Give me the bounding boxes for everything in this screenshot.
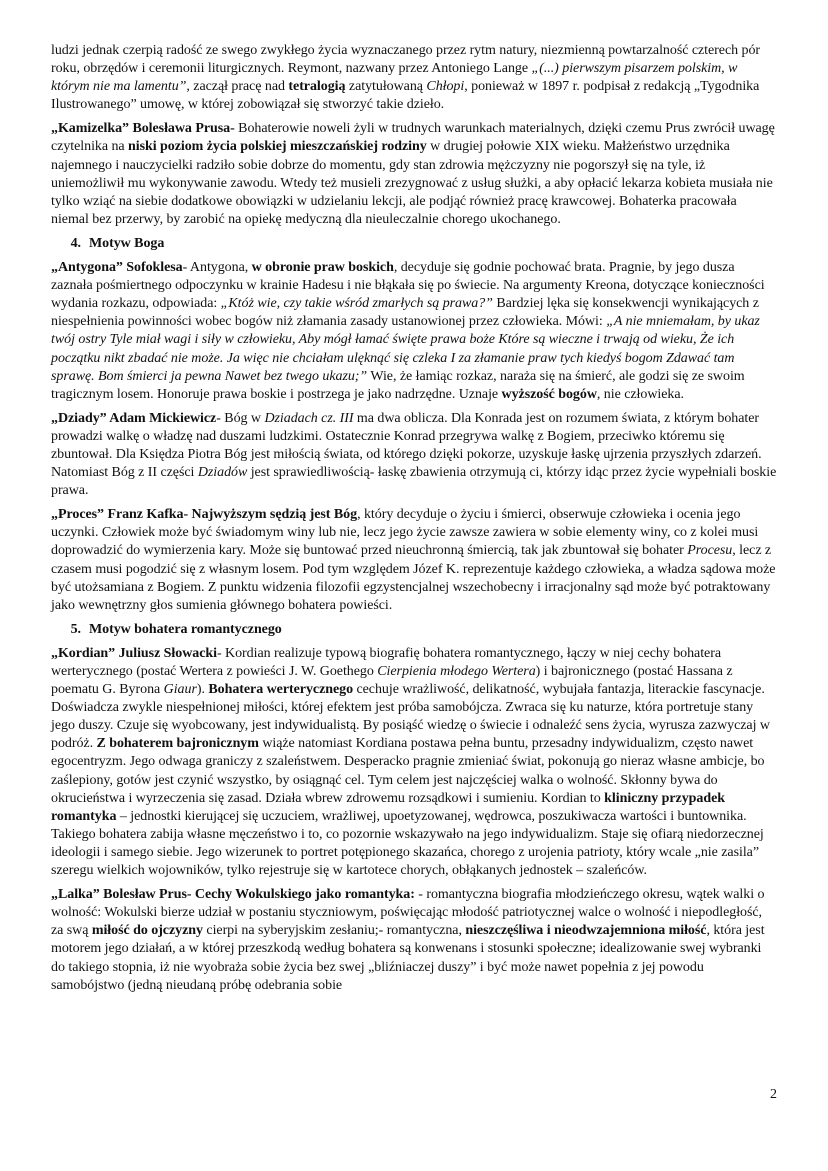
text-run: ma dwa oblicza. Dla Konrada jest on rozumem świata, z którym bohater prowadzi walkę o władzę nad duszami ludzkimi. Ostatecznie Konrad przegrywa walkę z Bogiem, przeciwko któremu się zbuntował. Dla Księdza Piotra Bóg jest miłością świata, od którego dzięki pokorze, uzyskuje łaskę ujrzenia przyszłych zdarzeń. Natomiast Bóg z II części — [51, 410, 762, 481]
text-run: , lecz z czasem musi pogodzić się z własnym losem. Pod tym względem Józef K. reprezentuje każdego człowieka, a władza sądowa może być utożsamiana z Bogiem. Z punktu widzenia filozofii egzystencjalnej wszechobecny i irracjonalny sąd może być potraktowany jako wewnętrzny głos sumienia głównego bohatera powieści. — [51, 543, 776, 613]
bold-text: miłość do ojczyzny — [91, 923, 203, 939]
section-heading — [51, 235, 777, 253]
italic-text: Chłopi — [426, 79, 465, 95]
text-run: , ponieważ w 1897 r. podpisał z redakcją „Tygodnika Ilustrowanego” umowę, w której zobowiązał się stworzyć takie dzieło. — [51, 79, 760, 113]
paragraph — [51, 886, 777, 995]
text-run: , nie człowieka. — [596, 386, 684, 402]
text-run: - romantyczna biografia młodzieńczego okresu, wątek walki o wolność: Wokulski bierze udział w postaniu styczniowym, poświęcając młodość patriotycznej walce o wolność i niepodległość, za swą — [51, 887, 765, 939]
section-title: Motyw bohatera romantycznego — [89, 621, 282, 637]
bold-text: „Proces” Franz Kafka- Najwyższym sędzią jest Bóg — [51, 507, 358, 523]
text-run: Bardziej lęka się konsekwencji wynikających z niespełnienia powinności wobec bogów niż złamania zasady ustanowionej przez człowieka. Mówi: — [51, 296, 759, 330]
bold-text: „Antygona” Sofoklesa — [51, 260, 183, 276]
section-number: 4. — [70, 235, 81, 251]
paragraph — [51, 42, 777, 114]
italic-text: Cierpienia młodego Wertera — [377, 664, 536, 679]
italic-text: Giaur — [163, 682, 197, 698]
text-run: ludzi jednak czerpią radość ze swego zwykłego życia wyznaczanego przez rytm natury, niezmienną powtarzalność czterech pór roku, obrzędów i ceremonii liturgicznych. Reymont, nazwany przez Antoniego Lange — [51, 43, 761, 77]
text-run: , który decyduje o życiu i śmierci, obserwuje człowieka i ocenia jego uczynki. Człowiek może być świadomym winy lub nie, lecz jego życie zawsze zawiera w sobie elementy winy, co z kolei musi doprowadzić do wymierzenia kary. Może się buntować przed nieuchronną śmiercią, tak jak zbuntował się bohater — [51, 507, 759, 559]
paragraph — [51, 410, 777, 500]
text-run: cechuje wrażliwość, delikatność, wybujała fantazja, literackie fascynacje. Doświadcza zwykle niespełnionej miłości, której efektem jest próba samobójcza. Zwraca się ku naturze, która portretuje stany jego duszy. Czuje się wyobcowany, jest indywidualistą. By posiąść wiedzę o świecie i odnaleźć sens życia, wyrusza zazwyczaj w podróż. — [51, 682, 770, 752]
bold-text: „Dziady” Adam Mickiewicz — [51, 410, 217, 426]
paragraph — [51, 120, 777, 229]
bold-text: „Kordian” Juliusz Słowacki — [51, 645, 217, 661]
document-body — [51, 42, 777, 1001]
text-run: – jednostki kierującej się uczuciem, wrażliwej, upoetyzowanej, wędrowca, poszukiwacza wartości i buntownika. Takiego bohatera zabija własne męczeństwo i to, co pozornie wskazywało na jego indywidualizm. Staje się ofiarą niedorzecznej ideologii i samego siebie. Jego wizerunek to portret potępionego skazańca, chorego z urojenia patrioty, który wcale „nie zasila” szeregu wielkich wojowników, tylko rejestruje się w kartotece chorych, obłąkanych jednostek – szaleńców. — [51, 808, 764, 879]
section-number: 5. — [70, 621, 81, 637]
bold-text: tetralogią — [288, 79, 346, 95]
bold-text: Bohatera werterycznego — [208, 682, 354, 698]
text-run: wiąże natomiast Kordiana postawa pełna buntu, przesadny indywidualizm, często nawet egocentryzm. Jego odwaga graniczy z szaleństwem. Desperacko pragnie zmieniać świat, pokonują go nieraz własne ambicje, bo zaślepiony, gotów jest czynić wszystko, by osiągnąć cel. Tym celem jest najczęściej walka o wolność. Skłonny bywa do okrucieństwa i wyrzeczenia się zasad. Działa wbrew zdrowemu rozsądkowi i sumieniu. Kordian to — [51, 736, 765, 806]
page-number: 2 — [770, 1087, 777, 1102]
italic-text: Procesu — [687, 543, 733, 559]
bold-text: „Lalka” Bolesław Prus- Cechy Wokulskiego jako romantyka: — [51, 887, 415, 903]
text-run: - Bóg w — [216, 410, 265, 426]
text-run: - Antygona, — [182, 260, 252, 276]
text-run: ). — [196, 682, 209, 698]
text-run: - Kordian realizuje typową biografię bohatera romantycznego, łączy w niej cechy bohatera werterycznego (postać Wertera z powieści J. W. Goethego — [51, 645, 721, 679]
text-run: , która jest motorem jego działań, a w której przeszkodą według bohatera są konwenans i stosunki społeczne; idealizowanie swej wybranki do takiego stopnia, iż nie wyobraża sobie życia bez swej „bliźniaczej duszy” i być może nawet popełnia z jej powodu samobójstwo (jedną nieudaną próbę odebrania sobie — [51, 923, 765, 993]
italic-text: „A nie mniemałam, by ukaz twój ostry Tyle miał wagi i siły w człowieku, Aby mógł łamać święte prawa boże Które są wieczne i trwają od wieku, Że ich początku nikt zbadać nie może. Ja więc nie chciałam ulęknąć się czleka I za złamanie praw tych kiedyś bogom Zdawać tam sprawę. Bom śmierci ja pewna Nawet bez twego ukazu;” — [51, 314, 760, 384]
italic-text: „(...) pierwszym pisarzem polskim, w którym nie ma lamentu” — [51, 61, 738, 95]
section-heading — [51, 621, 777, 639]
paragraph — [51, 259, 777, 404]
bold-text: „Kamizelka” Bolesława Prusa- — [51, 121, 235, 137]
italic-text: Dziadów — [197, 465, 248, 481]
italic-text: „Któż wie, czy takie wśród zmarłych są prawa?” — [220, 296, 493, 312]
italic-text: Dziadach cz. III — [264, 410, 354, 426]
bold-text: nieszczęśliwa i nieodwzajemniona miłość — [465, 923, 707, 939]
text-run: cierpi na syberyjskim zesłaniu;- romantyczna, — [202, 923, 466, 939]
bold-text: niski poziom życia polskiej mieszczańskiej rodziny — [128, 139, 427, 155]
section-title: Motyw Boga — [89, 235, 165, 251]
text-run: , zaczął pracę nad — [186, 79, 289, 95]
text-run: ) i bajronicznego (postać Hassana z poematu G. Byrona — [51, 664, 733, 698]
bold-text: w obronie praw boskich — [251, 260, 394, 276]
text-run: jest sprawiedliwością- łaskę zbawienia otrzymują ci, którzy idąc przez życie wypełniali boskie prawa. — [51, 465, 777, 499]
text-run: w drugiej połowie XIX wieku. Małżeństwo urzędnika najemnego i nauczycielki radziło sobie dobrze do momentu, gdy stan zdrowia mężczyzny nie pogorszył się na tyle, iż uniemożliwił mu wykonywanie zawodu. Wtedy też musieli zrezygnować z usług służki, a aby opłacić lekarza kobieta musiała nie tylko wziąć na siebie dodatkowe obowiązki w udzielaniu lekcji, ale podjąć również pracę krawcowej. Bohaterka pracowała niemal bez przerwy, by zarobić na opiekę medyczną dla nieuleczalnie chorego ukochanego. — [51, 139, 773, 227]
bold-text: kliniczny przypadek romantyka — [51, 790, 725, 824]
bold-text: Z bohaterem bajronicznym — [96, 736, 259, 752]
text-run: zatytułowaną — [345, 79, 427, 95]
text-run: , decyduje się godnie pochować brata. Pragnie, by jego dusza zaznała pośmiertnego odpoczynku w krainie Hadesu i nie błąkała się po świecie. Na argumenty Kreona, dotyczące konieczności wydania rozkazu, odpowiada: — [51, 260, 765, 312]
text-run: Bohaterowie noweli żyli w trudnych warunkach materialnych, dzięki czemu Prus zwrócił uwagę czytelnika na — [51, 121, 775, 155]
bold-text: wyższość bogów — [501, 386, 597, 402]
paragraph — [51, 645, 777, 880]
paragraph — [51, 506, 777, 615]
text-run: Wie, że łamiąc rozkaz, naraża się na śmierć, ale godzi się ze swoim tragicznym losem. Honoruje prawa boskie i postrzega je jako nadrzędne. Uznaje — [51, 368, 745, 402]
